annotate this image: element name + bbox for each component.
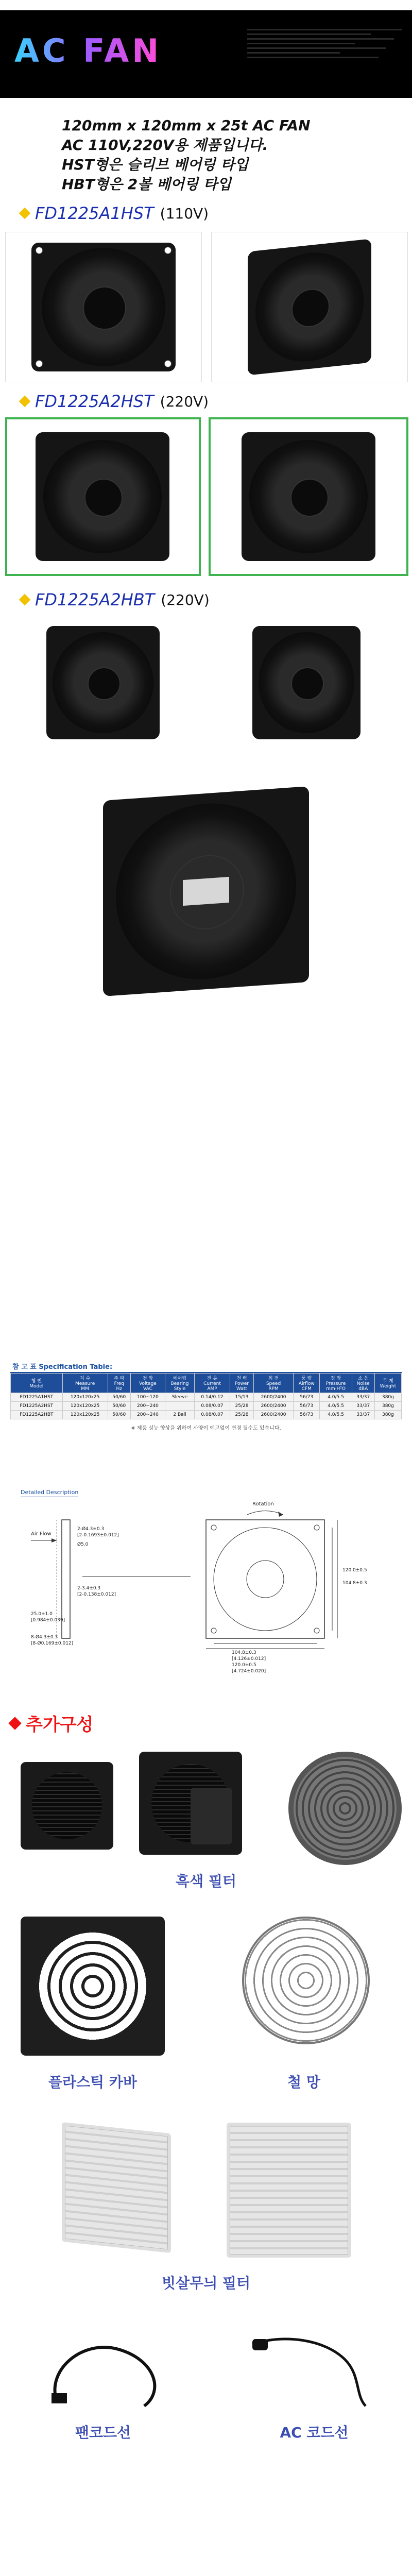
cell: [165, 1402, 195, 1411]
col-header: 풍 량 Airflow CFM: [294, 1374, 320, 1393]
dim-label: [2-0.1693±0.012]: [77, 1533, 119, 1538]
cell: 120x120x25: [62, 1411, 108, 1419]
product-photo-label-side: [82, 783, 330, 999]
round-filter-image: [288, 1752, 402, 1865]
cell: 33/37: [352, 1411, 374, 1419]
title-banner: [0, 10, 412, 98]
table-row: [11, 1411, 402, 1419]
dim-label: 2-Ø4.3±0.3: [77, 1527, 105, 1532]
dim-label: [8-Ø0.169±0.012]: [31, 1641, 74, 1646]
model-name: FD1225A2HST: [35, 392, 154, 411]
col-header: 정 압 Pressure mm·H²O: [320, 1374, 352, 1393]
cell: 0.14/0.12: [195, 1393, 230, 1402]
cell: 56/73: [294, 1393, 320, 1402]
col-header: 형 번 Model: [11, 1374, 63, 1393]
intro-line-2: AC 110V,220V용 제품입니다.: [62, 137, 268, 154]
model-voltage: (110V): [160, 205, 209, 222]
air-flow-label: Air Flow: [31, 1531, 52, 1537]
cell: 33/37: [352, 1393, 374, 1402]
dim-label: 104.8±0.3: [342, 1581, 367, 1586]
product-photo-angle: [209, 417, 408, 576]
model-voltage: (220V): [161, 591, 210, 608]
cell: 33/37: [352, 1402, 374, 1411]
louver-filter-image: [227, 2123, 351, 2258]
section-heading-1: [21, 204, 209, 223]
plastic-cover-image: [21, 1917, 165, 2056]
col-header: 회 전 Speed RPM: [254, 1374, 294, 1393]
cell: 120x120x25: [62, 1393, 108, 1402]
cell: 200~240: [130, 1402, 165, 1411]
model-name: FD1225A1HST: [35, 204, 154, 223]
model-name: FD1225A2HBT: [35, 590, 155, 609]
col-header: 전 력 Power Watt: [230, 1374, 253, 1393]
spec-table: [10, 1373, 402, 1419]
col-header: 치 수 Measure MM: [62, 1374, 108, 1393]
product-photo-angle: [211, 232, 408, 382]
cell: 25/28: [230, 1411, 253, 1419]
cell: 50/60: [108, 1411, 130, 1419]
product-photo-front: [15, 618, 191, 752]
fan-cord-caption: 팬코드선: [75, 2424, 131, 2441]
cell: 0.08/0.07: [195, 1411, 230, 1419]
intro-line-1: 120mm x 120mm x 25t AC FAN: [62, 117, 311, 134]
section-heading-3: [21, 590, 210, 609]
wire-guard-image: [242, 1917, 370, 2044]
cell: Sleeve: [165, 1393, 195, 1402]
cell: 56/73: [294, 1402, 320, 1411]
diamond-bullet-icon: [19, 594, 31, 606]
product-photo-front: [5, 417, 201, 576]
header: [0, 0, 412, 108]
col-header: 전 류 Current AMP: [195, 1374, 230, 1393]
banner-decoration: [247, 29, 402, 86]
fan-cord-image: [41, 2329, 175, 2411]
accessories-title: 추가구성: [26, 1715, 94, 1735]
ac-cord-caption: AC 코드선: [280, 2424, 349, 2441]
black-filter-image: [191, 1788, 232, 1844]
col-header: 주 파 Freq Hz: [108, 1374, 130, 1393]
col-header: 전 압 Voltage VAC: [130, 1374, 165, 1393]
cell: 4.0/5.5: [320, 1393, 352, 1402]
dim-label: 2-3.4±0.3: [77, 1586, 101, 1591]
product-photo-front: [5, 232, 202, 382]
dim-label: [4.126±0.012]: [232, 1656, 266, 1662]
dim-label: 120.0±0.5: [342, 1568, 367, 1573]
cell: 2 Ball: [165, 1411, 195, 1419]
intro-line-4: HBT형은 2볼 베어링 타입: [62, 176, 231, 193]
intro-text: [62, 116, 371, 194]
drawing-title: Detailed Description: [21, 1489, 78, 1497]
technical-drawing: [21, 1489, 402, 1674]
cell: 50/60: [108, 1393, 130, 1402]
dim-label: [0.984±0.039]: [31, 1618, 65, 1623]
black-filter-image: [21, 1762, 113, 1850]
cell: 4.0/5.5: [320, 1402, 352, 1411]
spec-note: ※ 제품 성능 향상을 위하여 사양이 예고없이 변경 될수도 있습니다.: [131, 1426, 281, 1431]
cell: 2600/2400: [254, 1411, 294, 1419]
model-voltage: (220V): [160, 393, 209, 410]
cell: 120x120x25: [62, 1402, 108, 1411]
cell: FD1225A2HST: [11, 1402, 63, 1411]
diamond-bullet-icon: [8, 1717, 21, 1730]
louver-filter-caption: 빗살무늬 필터: [161, 2275, 251, 2292]
cell: 100~120: [130, 1393, 165, 1402]
cell: FD1225A2HBT: [11, 1411, 63, 1419]
louver-filter-image: [62, 2122, 171, 2253]
product-photo-angle: [216, 618, 391, 752]
dim-label: [2-0.138±0.012]: [77, 1592, 116, 1597]
col-header: 베어링 Bearing Style: [165, 1374, 195, 1393]
spec-table-section: [10, 1360, 402, 1431]
intro-line-3: HST형은 슬리브 베어링 타입: [62, 156, 249, 173]
cell: 25/28: [230, 1402, 253, 1411]
cell: 380g: [374, 1393, 401, 1402]
spec-title: 참 고 표 Specification Table:: [10, 1360, 402, 1373]
black-filter-caption: 흑색 필터: [176, 1873, 236, 1890]
col-header: 무 게 Weight: [374, 1374, 401, 1393]
cell: 15/13: [230, 1393, 253, 1402]
dim-label: Ø5.0: [77, 1542, 89, 1547]
rotation-label: Rotation: [252, 1501, 274, 1507]
cell: 200~240: [130, 1411, 165, 1419]
col-header: 소 음 Noise dBA: [352, 1374, 374, 1393]
dim-label: 8-Ø4.3±0.3: [31, 1635, 58, 1640]
cell: 56/73: [294, 1411, 320, 1419]
table-row: [11, 1393, 402, 1402]
cell: 2600/2400: [254, 1402, 294, 1411]
cell: 380g: [374, 1411, 401, 1419]
dim-label: 120.0±0.5: [232, 1663, 256, 1668]
cell: 0.08/0.07: [195, 1402, 230, 1411]
diamond-bullet-icon: [19, 208, 31, 219]
wire-guard-caption: 철 망: [287, 2074, 320, 2091]
ac-cord-image: [242, 2329, 376, 2411]
accessories-heading: [10, 1710, 93, 1736]
cell: 4.0/5.5: [320, 1411, 352, 1419]
cell: 380g: [374, 1402, 401, 1411]
cell: 2600/2400: [254, 1393, 294, 1402]
spec-header-row: [11, 1374, 402, 1393]
cell: 50/60: [108, 1402, 130, 1411]
dim-label: 25.0±1.0: [31, 1612, 53, 1617]
dim-label: [4.724±0.020]: [232, 1669, 266, 1674]
diamond-bullet-icon: [19, 396, 31, 408]
page-title: AC FAN: [14, 32, 162, 70]
drawing-svg: [21, 1499, 402, 1674]
table-row: [11, 1402, 402, 1411]
dim-label: 104.8±0.3: [232, 1650, 256, 1655]
section-heading-2: [21, 392, 209, 411]
cell: FD1225A1HST: [11, 1393, 63, 1402]
plastic-cover-caption: 플라스틱 카바: [48, 2074, 138, 2091]
